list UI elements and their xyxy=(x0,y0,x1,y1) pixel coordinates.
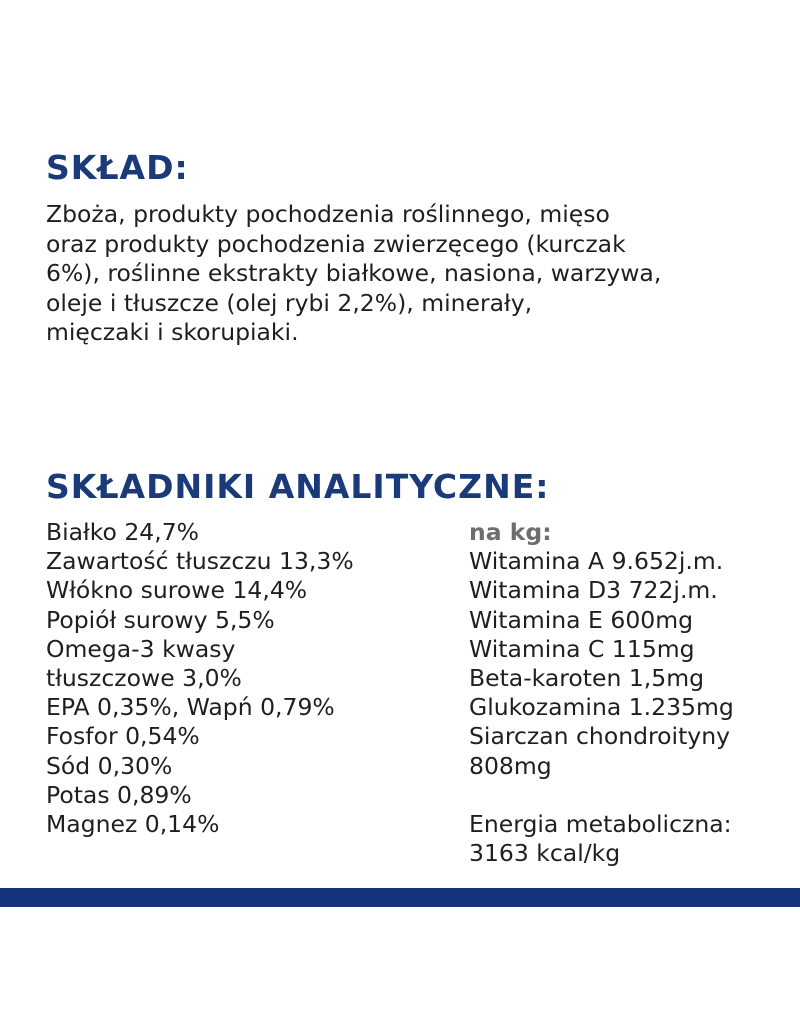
constituent-line: Popiół surowy 5,5% xyxy=(46,605,275,634)
per-kg-list xyxy=(469,518,734,868)
constituent-line: Potas 0,89% xyxy=(46,780,192,809)
additive-line: Witamina C 115mg xyxy=(469,634,695,663)
additive-line: Glukozamina 1.235mg xyxy=(469,693,734,722)
composition-heading: SKŁAD: xyxy=(46,148,189,187)
spacer xyxy=(469,781,734,810)
additive-line: Beta-karoten 1,5mg xyxy=(469,663,705,692)
constituent-line: Sód 0,30% xyxy=(46,751,173,780)
additive-line: Siarczan chondroityny xyxy=(469,722,730,751)
analytical-heading: SKŁADNIKI ANALITYCZNE: xyxy=(46,467,550,506)
per-kg-label: na kg: xyxy=(469,518,552,546)
composition-line: 6%), roślinne ekstrakty białkowe, nasiona, warzywa, xyxy=(46,259,662,287)
composition-line: oleje i tłuszcze (olej rybi 2,2%), minerały, xyxy=(46,288,533,317)
constituent-line: Fosfor 0,54% xyxy=(46,722,200,751)
constituent-line: Włókno surowe 14,4% xyxy=(46,576,308,605)
additive-line: 808mg xyxy=(469,751,552,780)
additive-line: Witamina A 9.652j.m. xyxy=(469,547,724,576)
analytical-constituents-list xyxy=(46,518,354,839)
additive-line: Witamina D3 722j.m. xyxy=(469,576,718,605)
constituent-line: Zawartość tłuszczu 13,3% xyxy=(46,547,354,576)
constituent-line: Białko 24,7% xyxy=(46,518,200,546)
composition-line: oraz produkty pochodzenia zwierzęcego (kurczak xyxy=(46,229,626,258)
constituent-line: Magnez 0,14% xyxy=(46,809,220,838)
footer-divider-bar xyxy=(0,888,800,907)
composition-line: Zboża, produkty pochodzenia roślinnego, mięso xyxy=(46,200,610,228)
energy-line: Energia metaboliczna: xyxy=(469,809,732,838)
composition-text xyxy=(46,200,661,348)
additive-line: Witamina E 600mg xyxy=(469,605,694,634)
composition-line: mięczaki i skorupiaki. xyxy=(46,318,299,346)
constituent-line: EPA 0,35%, Wapń 0,79% xyxy=(46,693,335,722)
constituent-line: Omega-3 kwasy xyxy=(46,634,236,663)
energy-line: 3163 kcal/kg xyxy=(469,839,621,868)
constituent-line: tłuszczowe 3,0% xyxy=(46,663,242,692)
